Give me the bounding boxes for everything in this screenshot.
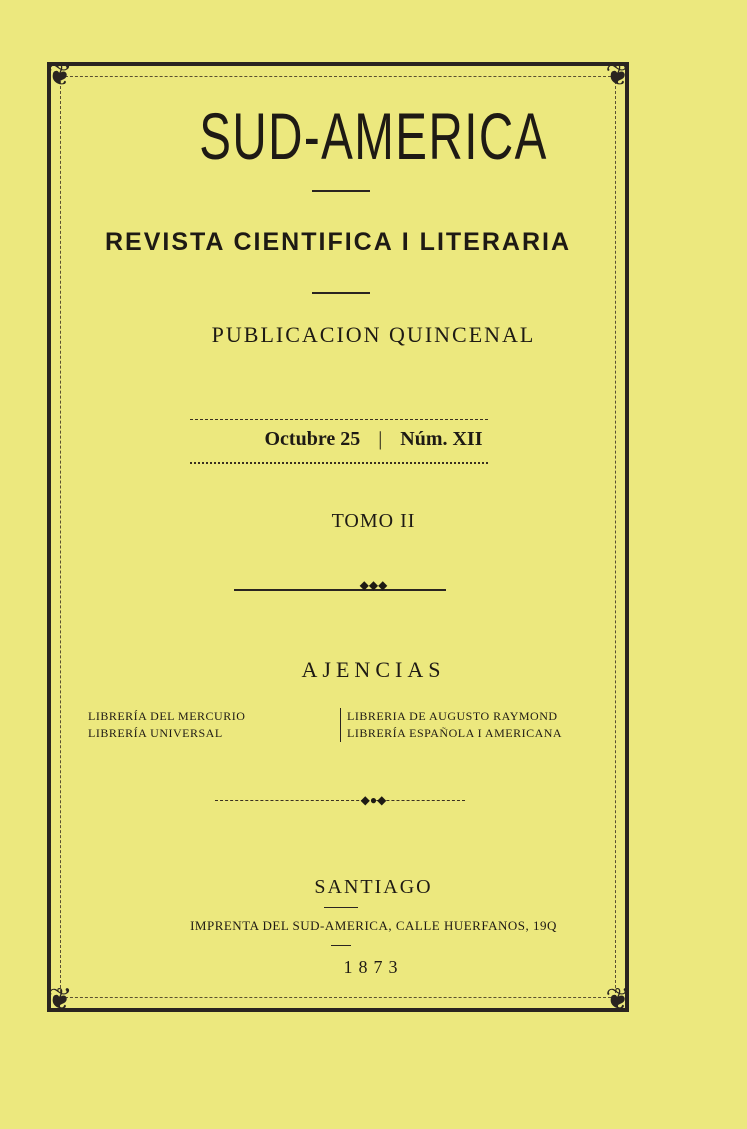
corner-ornament-icon: ❦ [605, 983, 631, 1016]
corner-ornament-icon: ❦ [47, 983, 73, 1016]
publication-year: 1873 [343, 957, 404, 977]
agency-item: LIBRERÍA DEL MERCURIO [88, 709, 246, 723]
issue-number: Núm. XII [400, 428, 483, 450]
issue-top-rule [190, 419, 488, 420]
agency-item: LIBRERÍA ESPAÑOLA I AMERICANA [347, 726, 563, 740]
issue-info [0, 428, 747, 451]
diamond-ornament-icon: ◆●◆ [360, 793, 387, 807]
corner-ornament-icon: ❦ [605, 59, 631, 92]
agencies-left-column [88, 708, 338, 742]
agencies-right-column [340, 708, 597, 742]
inner-border-frame [60, 76, 616, 998]
issue-date: Octubre 25 [264, 428, 361, 450]
city-label: SANTIAGO [314, 876, 433, 898]
subtitle-divider [312, 292, 370, 294]
title-divider [312, 190, 370, 192]
printer-imprint: IMPRENTA DEL SUD-AMERICA, CALLE HUERFANOS, 19Q [190, 918, 557, 933]
issue-separator: | [378, 428, 383, 450]
city-divider [324, 907, 358, 908]
volume-label: TOMO II [331, 510, 416, 532]
publication-frequency: PUBLICACION QUINCENAL [211, 322, 536, 347]
corner-ornament-icon: ❦ [47, 59, 73, 92]
imprint-divider [331, 945, 351, 946]
agencies-heading: AJENCIAS [301, 657, 446, 682]
issue-bottom-rule [190, 462, 488, 464]
journal-subtitle: REVISTA CIENTIFICA I LITERARIA [104, 228, 572, 256]
journal-title: SUD-AMERICA [199, 99, 548, 173]
agency-item: LIBRERIA DE AUGUSTO RAYMOND [347, 709, 558, 723]
agency-item: LIBRERÍA UNIVERSAL [88, 726, 223, 740]
diamond-ornament-icon: ◆◆◆ [359, 578, 388, 592]
